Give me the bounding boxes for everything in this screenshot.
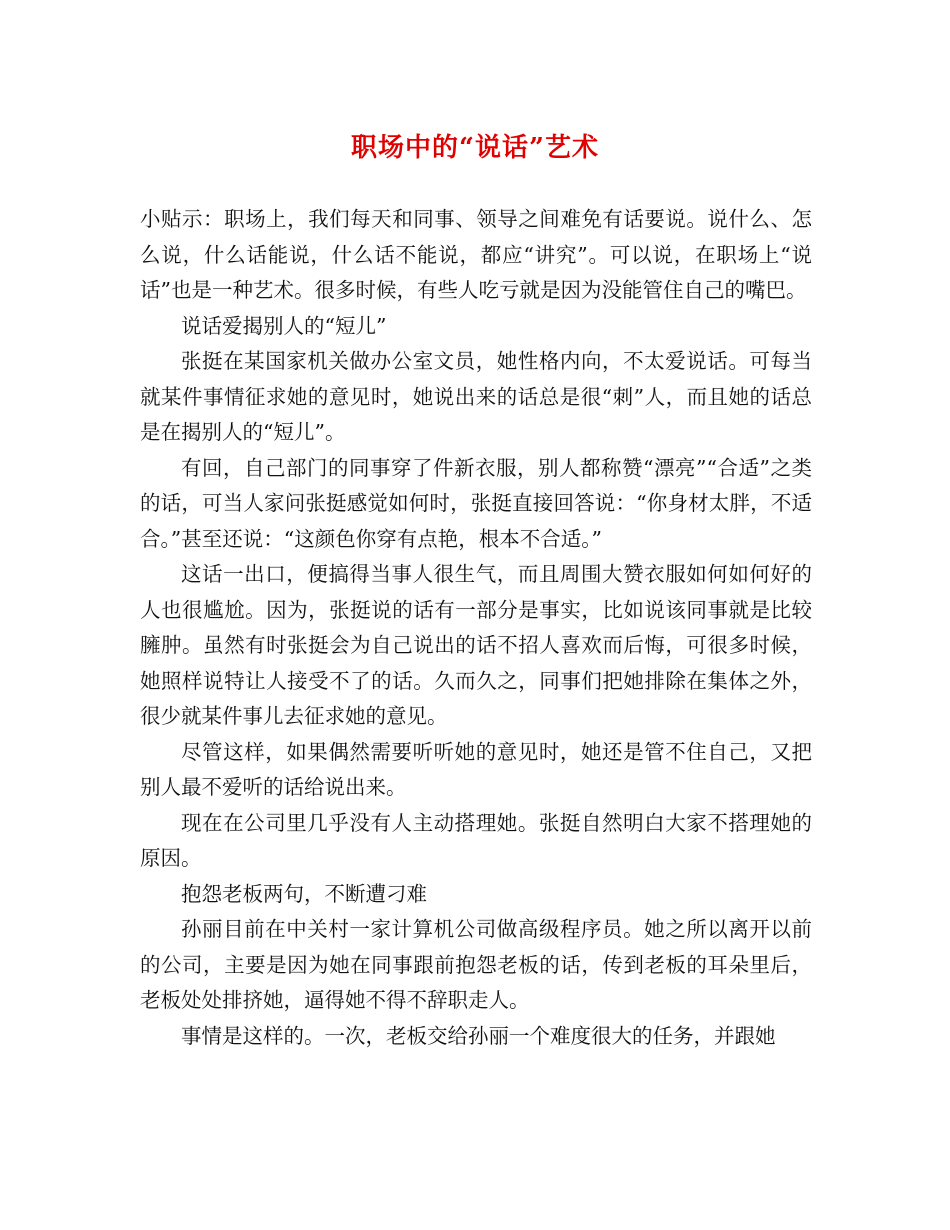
intro-paragraph: 小贴示：职场上，我们每天和同事、领导之间难免有话要说。说什么、怎么说，什么话能说，什么话不能说，都应“讲究”。可以说，在职场上“说话”也是一种艺术。很多时候，有些人吃亏就是因为没能管住自己的嘴巴。 [140, 207, 812, 302]
body-paragraph: 现在在公司里几乎没有人主动搭理她。张挺自然明白大家不搭理她的原因。 [140, 810, 812, 870]
body-paragraph: 尽管这样，如果偶然需要听听她的意见时，她还是管不住自己，又把别人最不爱听的话给说出来。 [140, 739, 812, 799]
document-title: 职场中的“说话”艺术 [351, 133, 599, 163]
body-paragraph: 张挺在某国家机关做办公室文员，她性格内向，不太爱说话。可每当就某件事情征求她的意见时，她说出来的话总是很“刺”人，而且她的话总是在揭别人的“短儿”。 [140, 349, 812, 444]
section-heading-1: 说话爱揭别人的“短儿” [181, 313, 387, 338]
document-body [140, 202, 812, 1054]
section-heading-2: 抱怨老板两句，不断遭刁难 [181, 881, 427, 906]
body-paragraph: 有回，自己部门的同事穿了件新衣服，别人都称赞“漂亮”“合适”之类的话，可当人家问张挺感觉如何时，张挺直接回答说：“你身材太胖，不适合。”甚至还说：“这颜色你穿有点艳，根本不合适。” [140, 455, 812, 551]
body-paragraph: 事情是这样的。一次，老板交给孙丽一个难度很大的任务，并跟她 [181, 1023, 776, 1048]
body-paragraph: 孙丽目前在中关村一家计算机公司做高级程序员。她之所以离开以前的公司，主要是因为她在同事跟前抱怨老板的话，传到老板的耳朵里后，老板处处排挤她，逼得她不得不辞职走人。 [140, 917, 812, 1012]
body-paragraph: 这话一出口，便搞得当事人很生气，而且周围大赞衣服如何如何好的人也很尴尬。因为，张挺说的话有一部分是事实，比如说该同事就是比较臃肿。虽然有时张挺会为自己说出的话不招人喜欢而后悔，可很多时候，她照样说特让人接受不了的话。久而久之，同事们把她排除在集体之外，很少就某件事儿去征求她的意见。 [140, 562, 812, 728]
